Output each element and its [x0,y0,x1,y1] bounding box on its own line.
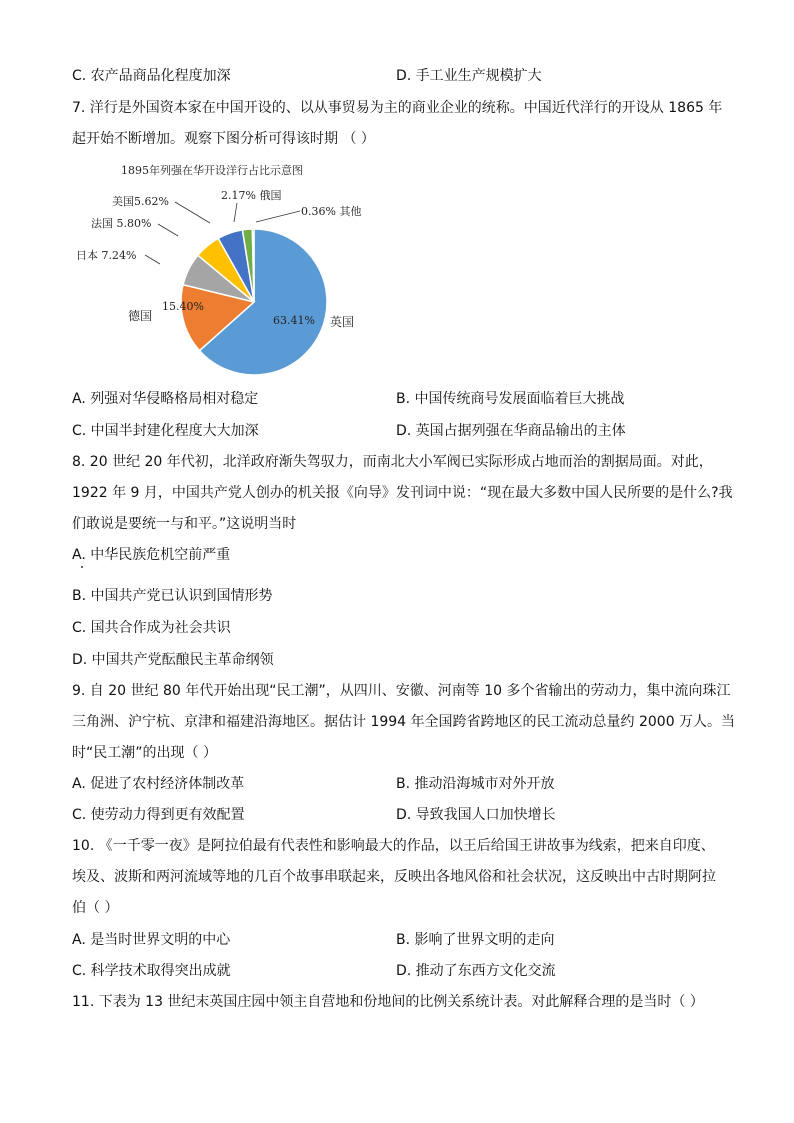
leader-line-6 [234,203,237,222]
leader-line-3 [145,255,160,264]
chart-title: 1895年列强在华开设洋行占比示意图 [121,164,303,177]
q9-stem-line2: 三角洲、沪宁杭、京津和福建沿海地区。据估计 1994 年全国跨省跨地区的民工流动总量约 2000 万人。当 [72,714,736,730]
category-label-1: 英国 [330,315,355,329]
label-4: 法国 5.80% [91,217,152,230]
q8-stem-line1: 8. 20 世纪 20 年代初，北洋政府渐失驾驭力，而南北大小军阀已实际形成占地而治的割据局面。对此， [72,454,713,470]
q9-stem-line1: 9. 自 20 世纪 80 年代开始出现“民工潮”，从四川、安徽、河南等 10 多个省输出的劳动力，集中流向珠江 [72,683,731,699]
label-3: 日本 7.24% [76,249,137,262]
q8-stem-line3: 们敢说是要统一与和平。”这说明当时 [72,516,297,532]
value-label-1: 63.41% [273,314,315,327]
q11-stem-line1: 11. 下表为 13 世纪末英国庄园中领主自营地和份地间的比例关系统计表。对此解释合理的是当时（ ） [72,994,704,1010]
q10-option-a: A. 是当时世界文明的中心 [72,932,231,948]
q10-stem-line3: 伯（ ） [72,900,119,916]
q10-stem-line2: 埃及、波斯和两河流域等地的几百个故事串联起来，反映出各地风俗和社会状况，这反映出中古时期阿拉 [72,869,716,885]
q10-option-c: C. 科学技术取得突出成就 [72,963,231,979]
category-label-2: 德国 [128,309,153,323]
label-6: 2.17% 俄国 [221,189,282,202]
q8-stem-line2: 1922 年 9 月，中国共产党人创办的机关报《向导》发刊词中说：“现在最大多数中国人民所要的是什么?我 [72,485,733,501]
q8-option-a: A. 中华民族危机空前严重 [72,547,231,563]
value-label-2: 15.40% [162,300,204,313]
q10-option-b: B. 影响了世界文明的走向 [396,932,555,948]
leader-line-5 [175,202,210,223]
pie-chart [72,160,402,385]
q7-option-a: A. 列强对华侵略格局相对稳定 [72,391,259,407]
label-7: 0.36% 其他 [301,205,362,218]
q7-option-c: C. 中国半封建化程度大大加深 [72,423,259,439]
q7-option-d: D. 英国占据列强在华商品输出的主体 [396,423,626,439]
q9-option-a: A. 促进了农村经济体制改革 [72,776,245,792]
label-5: 美国5.62% [112,195,169,208]
q8-option-b: B. 中国共产党已认识到国情形势 [72,588,273,604]
q9-option-c: C. 使劳动力得到更有效配置 [72,807,245,823]
q7-stem-line1: 7. 洋行是外国资本家在中国开设的、以从事贸易为主的商业企业的统称。中国近代洋行的开设从 1865 年 [72,100,723,116]
q10-stem-line1: 10. 《一千零一夜》是阿拉伯最有代表性和影响最大的作品，以王后给国王讲故事为线索，把来自印度、 [72,838,715,854]
q9-stem-line3: 时“民工潮”的出现（ ） [72,745,217,761]
leader-line-4 [158,224,178,236]
leader-line-7 [256,211,300,222]
q7-option-b: B. 中国传统商号发展面临着巨大挑战 [396,391,625,407]
q8-option-c: C. 国共合作成为社会共识 [72,620,231,636]
q6-option-c: C. 农产品商品化程度加深 [72,68,231,84]
q7-stem-line2: 起开始不断增加。观察下图分析可得该时期 （ ） [72,131,375,147]
q10-option-d: D. 推动了东西方文化交流 [396,963,556,979]
q8-option-d: D. 中国共产党酝酿民主革命纲领 [72,652,274,668]
q6-option-d: D. 手工业生产规模扩大 [396,68,542,84]
stray-dot [81,566,83,568]
q9-option-b: B. 推动沿海城市对外开放 [396,776,555,792]
q9-option-d: D. 导致我国人口加快增长 [396,807,556,823]
